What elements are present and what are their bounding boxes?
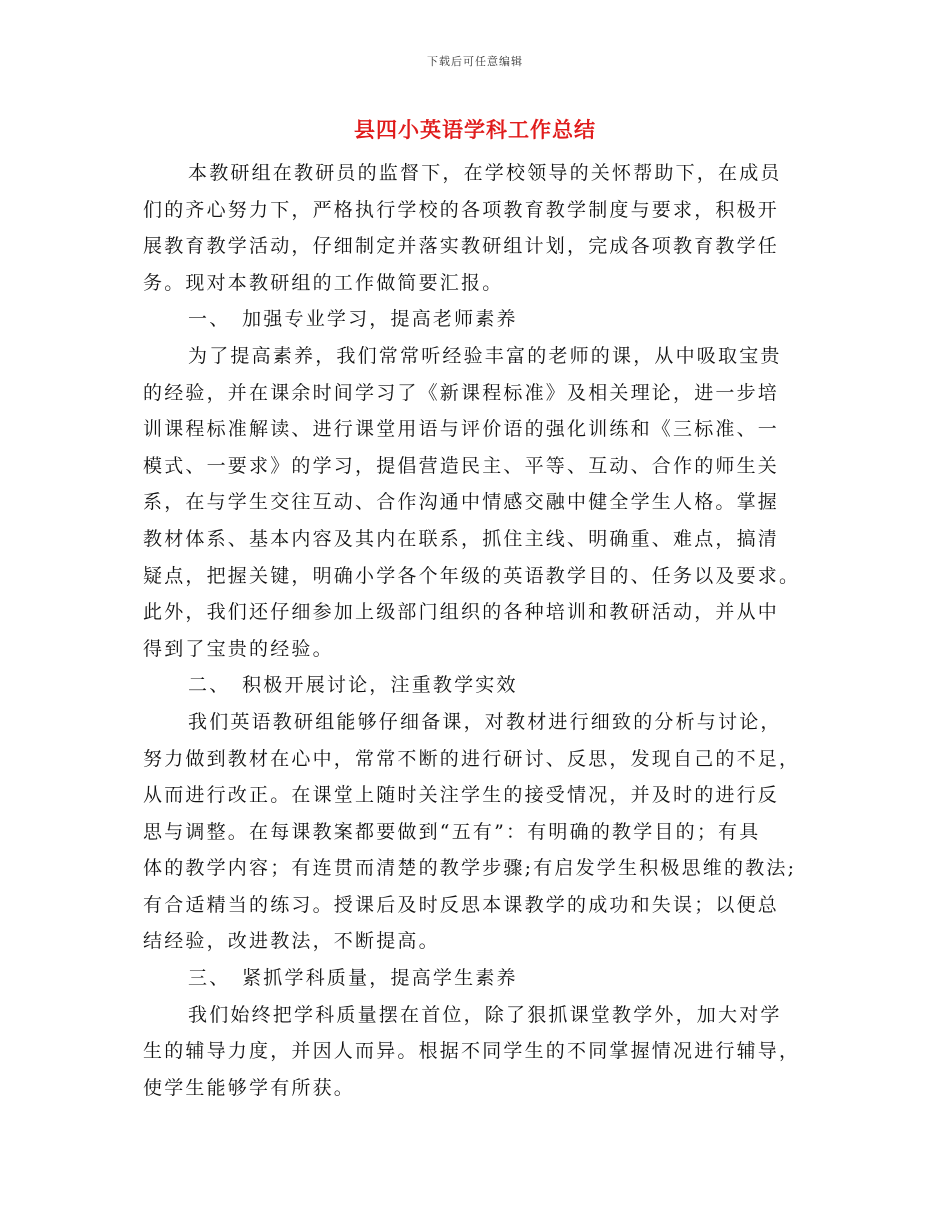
body-line: 从而进行改正。在课堂上随时关注学生的接受情况，并及时的进行反: [143, 784, 780, 807]
body-line: 训课程标准解读、进行课堂用语与评价语的强化训练和《三标准、一: [143, 418, 780, 441]
header-note: 下载后可任意编辑: [427, 55, 523, 68]
body-line: 思与调整。在每课教案都要做到“五有”：有明确的教学目的；有具: [143, 820, 761, 843]
body-line: 们的齐心努力下，严格执行学校的各项教育教学制度与要求，积极开: [143, 198, 780, 221]
body-line: 有合适精当的练习。授课后及时反思本课教学的成功和失误；以便总: [143, 893, 780, 916]
body-line: 我们英语教研组能够仔细备课，对教材进行细致的分析与讨论，: [188, 710, 782, 733]
body-line: 教材体系、基本内容及其内在联系，抓住主线、明确重、难点，搞清: [143, 527, 780, 550]
body-line: 生的辅导力度，并因人而异。根据不同学生的不同掌握情况进行辅导，: [143, 1040, 801, 1063]
body-line: 使学生能够学有所获。: [143, 1076, 356, 1099]
document-title: 县四小英语学科工作总结: [354, 118, 596, 142]
document-body: [143, 155, 813, 1106]
body-line: 三、 紧抓学科质量，提高学生素养: [188, 967, 518, 990]
body-line: 结经验，改进教法，不断提高。: [143, 930, 440, 953]
body-line: 此外，我们还仔细参加上级部门组织的各种培训和教研活动，并从中: [143, 601, 780, 624]
body-line: 务。现对本教研组的工作做简要汇报。: [143, 271, 504, 294]
body-line: 疑点，把握关键，明确小学各个年级的英语教学目的、任务以及要求。: [143, 564, 801, 587]
body-line: 为了提高素养，我们常常听经验丰富的老师的课，从中吸取宝贵: [188, 344, 782, 367]
body-line: 体的教学内容；有连贯而清楚的教学步骤;有启发学生积极思维的教法;: [143, 857, 797, 880]
body-line: 展教育教学活动，仔细制定并落实教研组计划，完成各项教育教学任: [143, 235, 780, 258]
body-line: 系，在与学生交往互动、合作沟通中情感交融中健全学生人格。掌握: [143, 491, 780, 514]
body-line: 本教研组在教研员的监督下，在学校领导的关怀帮助下，在成员: [188, 162, 782, 184]
body-line: 努力做到教材在心中，常常不断的进行研讨、反思，发现自己的不足，: [143, 747, 801, 770]
body-line: 得到了宝贵的经验。: [143, 637, 334, 660]
body-line: 模式、一要求》的学习，提倡营造民主、平等、互动、合作的师生关: [143, 454, 780, 477]
body-line: 的经验，并在课余时间学习了《新课程标准》及相关理论，进一步培: [143, 381, 780, 404]
body-line: 我们始终把学科质量摆在首位，除了狠抓课堂教学外，加大对学: [188, 1003, 782, 1026]
body-line: 一、 加强专业学习，提高老师素养: [188, 308, 518, 331]
body-line: 二、 积极开展讨论，注重教学实效: [188, 674, 518, 697]
